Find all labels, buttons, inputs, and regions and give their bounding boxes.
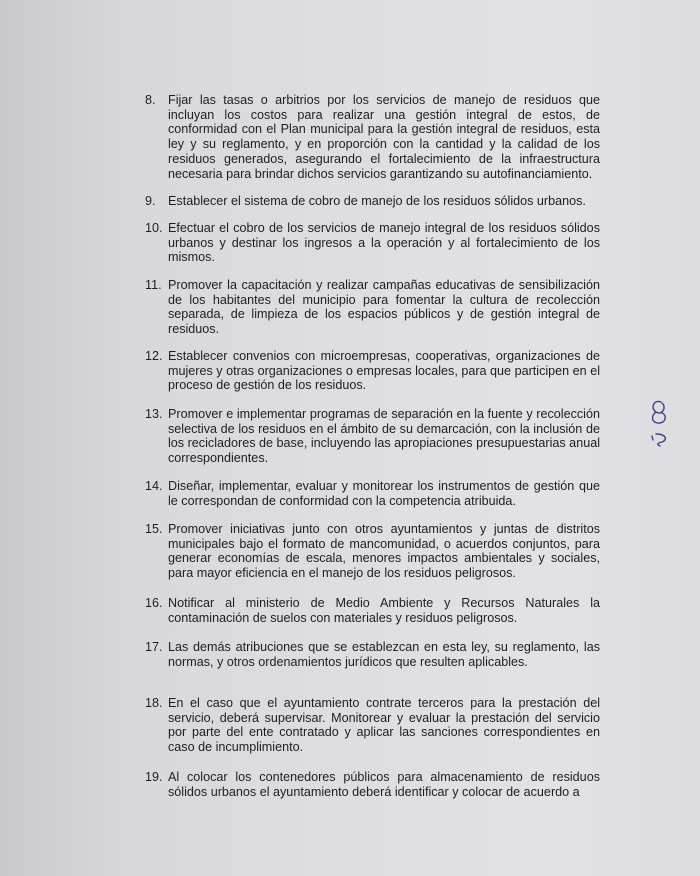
- list-item-9: [145, 194, 600, 209]
- item-number: 12.: [145, 349, 163, 363]
- item-text: Las demás atribuciones que se establezcan en esta ley, su reglamento, las normas, y otros ordenamientos jurídicos que resulten aplicables.: [168, 640, 600, 669]
- list-item-15: [145, 522, 600, 581]
- item-number: 8.: [145, 93, 156, 107]
- item-text: En el caso que el ayuntamiento contrate terceros para la prestación del servicio, deberá supervisar. Monitorear y evaluar la prestación del servicio por parte del ente contratado y aplicar las sanciones correspondientes en caso de incumplimiento.: [168, 696, 600, 755]
- item-text: Promover la capacitación y realizar campañas educativas de sensibilización de los habitantes del municipio para fomentar la cultura de recolección separada, de limpieza de los espacios públicos y de gestión integral de residuos.: [168, 278, 600, 337]
- item-number: 17.: [145, 640, 163, 654]
- initial-stroke-bottom: [656, 434, 665, 446]
- item-number: 14.: [145, 479, 163, 493]
- item-text: Al colocar los contenedores públicos para almacenamiento de residuos sólidos urbanos el ayuntamiento deberá identificar y colocar de acuerdo a: [168, 770, 600, 799]
- item-text: Promover e implementar programas de separación en la fuente y recolección selectiva de los residuos en el ámbito de su demarcación, con la inclusión de los recicladores de base, incluyendo las apropiaciones presupuestarias anual correspondientes.: [168, 407, 600, 466]
- list-item-10: [145, 221, 600, 265]
- item-number: 18.: [145, 696, 163, 710]
- item-number: 16.: [145, 596, 163, 610]
- list-item-18: [145, 696, 600, 755]
- list-item-17: [145, 640, 600, 669]
- item-number: 19.: [145, 770, 163, 784]
- item-text: Efectuar el cobro de los servicios de manejo integral de los residuos sólidos urbanos y destinar los ingresos a la operación y al fortalecimiento de los mismos.: [168, 221, 600, 265]
- initial-stroke-top: [653, 401, 666, 423]
- item-text: Fijar las tasas o arbitrios por los servicios de manejo de residuos que incluyan los costos para realizar una gestión integral de estos, de conformidad con el Plan municipal para la gestión integral de residuos, esta ley y su reglamento, y en proporción con la cantidad y la calidad de los residuos generados, asegurando el fortalecimiento de la infraestructura necesaria para brindar dichos servicios garantizando su autofinanciamiento.: [168, 93, 600, 181]
- item-number: 10.: [145, 221, 163, 235]
- item-number: 9.: [145, 194, 156, 208]
- item-text: Notificar al ministerio de Medio Ambiente y Recursos Naturales la contaminación de suelos con materiales y residuos peligrosos.: [168, 596, 600, 625]
- list-item-14: [145, 479, 600, 508]
- list-item-12: [145, 349, 600, 393]
- item-text: Promover iniciativas junto con otros ayuntamientos y juntas de distritos municipales bajo el formato de mancomunidad, o acuerdos conjuntos, para generar economías de escala, menores impactos ambientales y sociales, para mayor eficiencia en el manejo de los residuos peligrosos.: [168, 522, 600, 581]
- list-item-19: [145, 770, 600, 799]
- item-text: Establecer el sistema de cobro de manejo de los residuos sólidos urbanos.: [168, 194, 586, 208]
- item-number: 11.: [145, 278, 162, 292]
- item-text: Establecer convenios con microempresas, cooperativas, organizaciones de mujeres y otras organizaciones o empresas locales, para que participen en el proceso de gestión de los residuos.: [168, 349, 600, 393]
- item-number: 13.: [145, 407, 163, 421]
- list-item-8: [145, 93, 600, 181]
- list-item-11: [145, 278, 600, 337]
- item-text: Diseñar, implementar, evaluar y monitorear los instrumentos de gestión que le correspondan de conformidad con la competencia atribuida.: [168, 479, 600, 508]
- list-item-16: [145, 596, 600, 625]
- list-item-13: [145, 407, 600, 466]
- handwritten-initials-mark: [640, 396, 680, 456]
- item-number: 15.: [145, 522, 163, 536]
- initial-stroke-dot: [652, 436, 653, 440]
